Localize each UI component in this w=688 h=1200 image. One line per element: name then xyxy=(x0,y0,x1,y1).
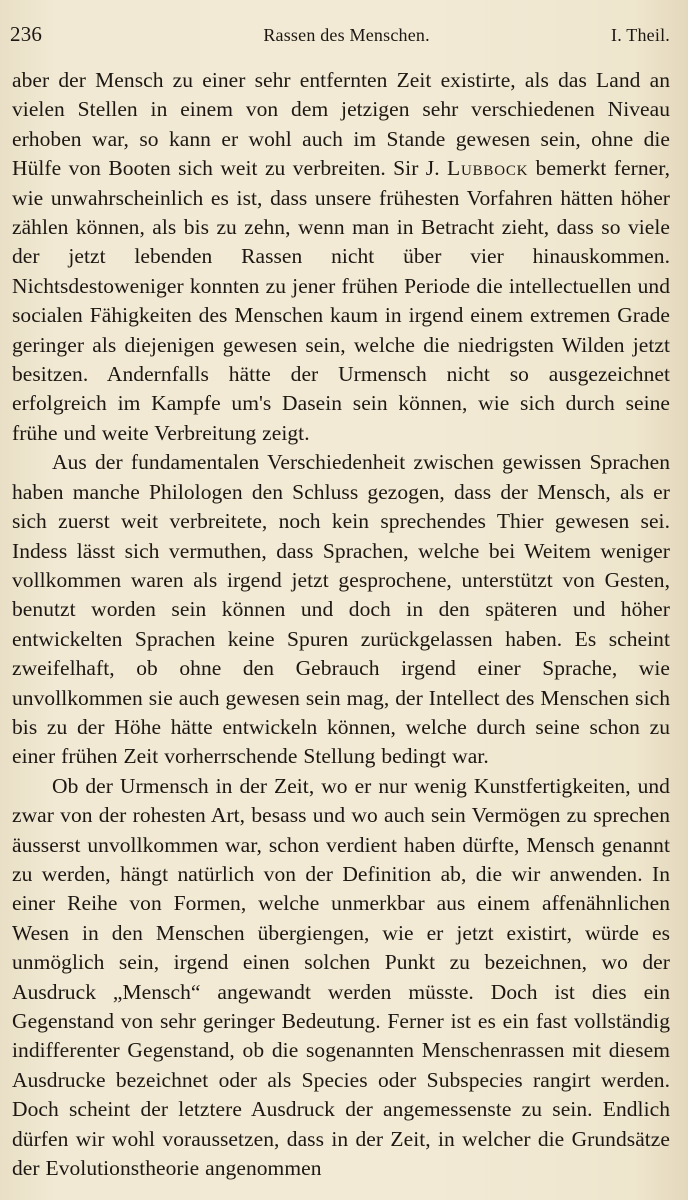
paragraph-1-text-a: aber der Mensch zu einer sehr entfernten Zeit existirte, als das Land an vielen Stellen in einem von dem jetzigen sehr verschiedenen Niveau erhoben war, so kann er wohl auch im Stande gewesen sein, ohne die Hülfe von Booten sich weit zu verbreiten. Sir J. xyxy=(12,68,670,181)
running-header xyxy=(10,22,670,66)
paragraph-1 xyxy=(10,66,670,448)
paragraph-2: Aus der fundamentalen Verschiedenheit zwischen gewissen Sprachen haben manche Philologen den Schluss gezogen, dass der Mensch, als er sich zuerst weit verbreitete, noch kein sprechendes Thier gewesen sei. Indess lässt sich vermuthen, dass Sprachen, welche bei Weitem weniger vollkommen waren als irgend jetzt gesprochene, unterstützt von Gesten, benutzt worden sein können und doch in den späteren und höher entwickelten Sprachen keine Spuren zurückgelassen haben. Es scheint zweifelhaft, ob ohne den Gebrauch irgend einer Sprache, wie unvollkommen sie auch gewesen sein mag, der Intellect des Menschen sich bis zu der Höhe hätte entwickeln können, welche durch seine schon zu einer frühen Zeit vorherrschende Stellung bedingt war. xyxy=(12,450,670,769)
author-name-lubbock: Lubbock xyxy=(447,156,529,181)
page-number: 236 xyxy=(10,22,43,46)
paragraph-3: Ob der Urmensch in der Zeit, wo er nur wenig Kunstfertigkeiten, und zwar von der rohesten Art, besass und wo auch sein Vermögen zu sprechen äusserst unvollkommen war, schon verdient haben dürfte, Mensch genannt zu werden, hängt natürlich von der Definition ab, die wir anwenden. In einer Reihe von Formen, welche unmerkbar aus einem affenähnlichen Wesen in den Menschen übergiengen, wie er jetzt existirt, würde es unmöglich sein, irgend einen solchen Punkt zu bezeichnen, wo der Ausdruck „Mensch“ angewandt werden müsste. Doch ist dies ein Gegenstand von sehr geringer Bedeutung. Ferner ist es ein fast vollständig indifferenter Gegenstand, ob die sogenannten Menschenrassen mit diesem Ausdrucke bezeichnet oder als Species oder Subspecies rangirt werden. Doch scheint der letztere Ausdruck der angemessenste zu sein. Endlich dürfen wir wohl voraussetzen, dass in der Zeit, in welcher die Grundsätze der Evolutionstheorie angenommen xyxy=(12,773,670,1181)
running-title: Rassen des Menschen. xyxy=(263,25,430,45)
paragraph-1-text-b: bemerkt ferner, wie unwahrscheinlich es ist, dass unsere frühesten Vorfahren hätten höher zählen können, als bis zu zehn, wenn man in Betracht zieht, dass so viele der jetzt lebenden Rassen nicht über vier hinauskommen. Nichtsdestoweniger konnten zu jener frühen Periode die intellectuellen und socialen Fähigkeiten des Menschen kaum in irgend einem extremen Grade geringer als diejenigen gewesen sein, welche die niedrigsten Wilden jetzt besitzen. Andernfalls hätte der Urmensch nicht so ausgezeichnet erfolgreich im Kampfe um's Dasein sein können, wie sich durch seine frühe und weite Verbreitung zeigt. xyxy=(12,156,670,445)
body-text xyxy=(10,66,670,1183)
part-label: I. Theil. xyxy=(611,25,670,45)
